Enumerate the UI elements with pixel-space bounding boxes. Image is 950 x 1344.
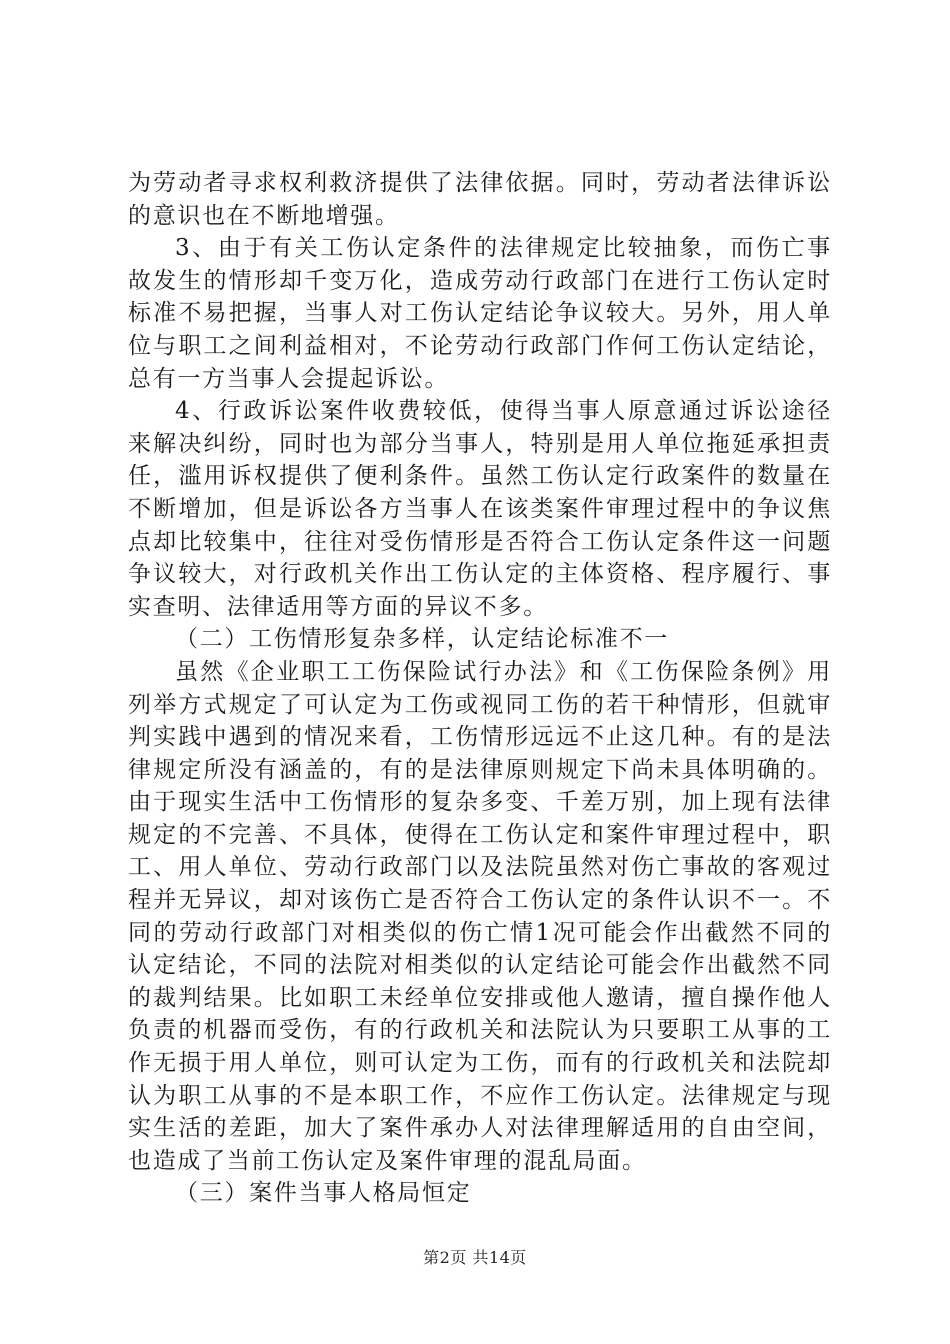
page-number-label: 第2页 共14页	[423, 1248, 527, 1267]
paragraph-point-4: 4、行政诉讼案件收费较低，使得当事人原意通过诉讼途径来解决纠纷，同时也为部分当事人，特别是用人单位拖延承担责任，滥用诉权提供了便利条件。虽然工伤认定行政案件的数量在不断增加，但是诉讼各方当事人在该类案件审理过程中的争议焦点却比较集中，往往对受伤情形是否符合工伤认定条件这一问题争议较大，对行政机关作出工伤认定的主体资格、程序履行、事实查明、法律适用等方面的异议不多。	[128, 398, 832, 620]
document-body	[128, 167, 832, 1210]
paragraph-point-3: 3、由于有关工伤认定条件的法律规定比较抽象，而伤亡事故发生的情形却千变万化，造成劳动行政部门在进行工伤认定时标准不易把握，当事人对工伤认定结论争议较大。另外，用人单位与职工之间利益相对，不论劳动行政部门作何工伤认定结论，总有一方当事人会提起诉讼。	[128, 235, 832, 392]
paragraph-continuation: 为劳动者寻求权利救济提供了法律依据。同时，劳动者法律诉讼的意识也在不断地增强。	[128, 170, 832, 229]
section-heading-3: （三）案件当事人格局恒定	[175, 1180, 472, 1207]
paragraph-section-2-body: 虽然《企业职工工伤保险试行办法》和《工伤保险条例》用列举方式规定了可认定为工伤或视同工伤的若干种情形，但就审判实践中遇到的情况来看，工伤情形远远不止这几种。有的是法律规定所没有涵盖的，有的是法律原则规定下尚未具体明确的。由于现实生活中工伤情形的复杂多变、千差万别，加上现有法律规定的不完善、不具体，使得在工伤认定和案件审理过程中，职工、用人单位、劳动行政部门以及法院虽然对伤亡事故的客观过程并无异议，却对该伤亡是否符合工伤认定的条件认识不一。不同的劳动行政部门对相类似的伤亡情1况可能会作出截然不同的认定结论，不同的法院对相类似的认定结论可能会作出截然不同的裁判结果。比如职工未经单位安排或他人邀请，擅自操作他人负责的机器而受伤，有的行政机关和法院认为只要职工从事的工作无损于用人单位，则可认定为工伤，而有的行政机关和法院却认为职工从事的不是本职工作，不应作工伤认定。法律规定与现实生活的差距，加大了案件承办人对法律理解适用的自由空间，也造成了当前工伤认定及案件审理的混乱局面。	[128, 658, 832, 1174]
page-footer	[0, 1245, 950, 1268]
section-heading-2: （二）工伤情形复杂多样，认定结论标准不一	[175, 626, 669, 653]
